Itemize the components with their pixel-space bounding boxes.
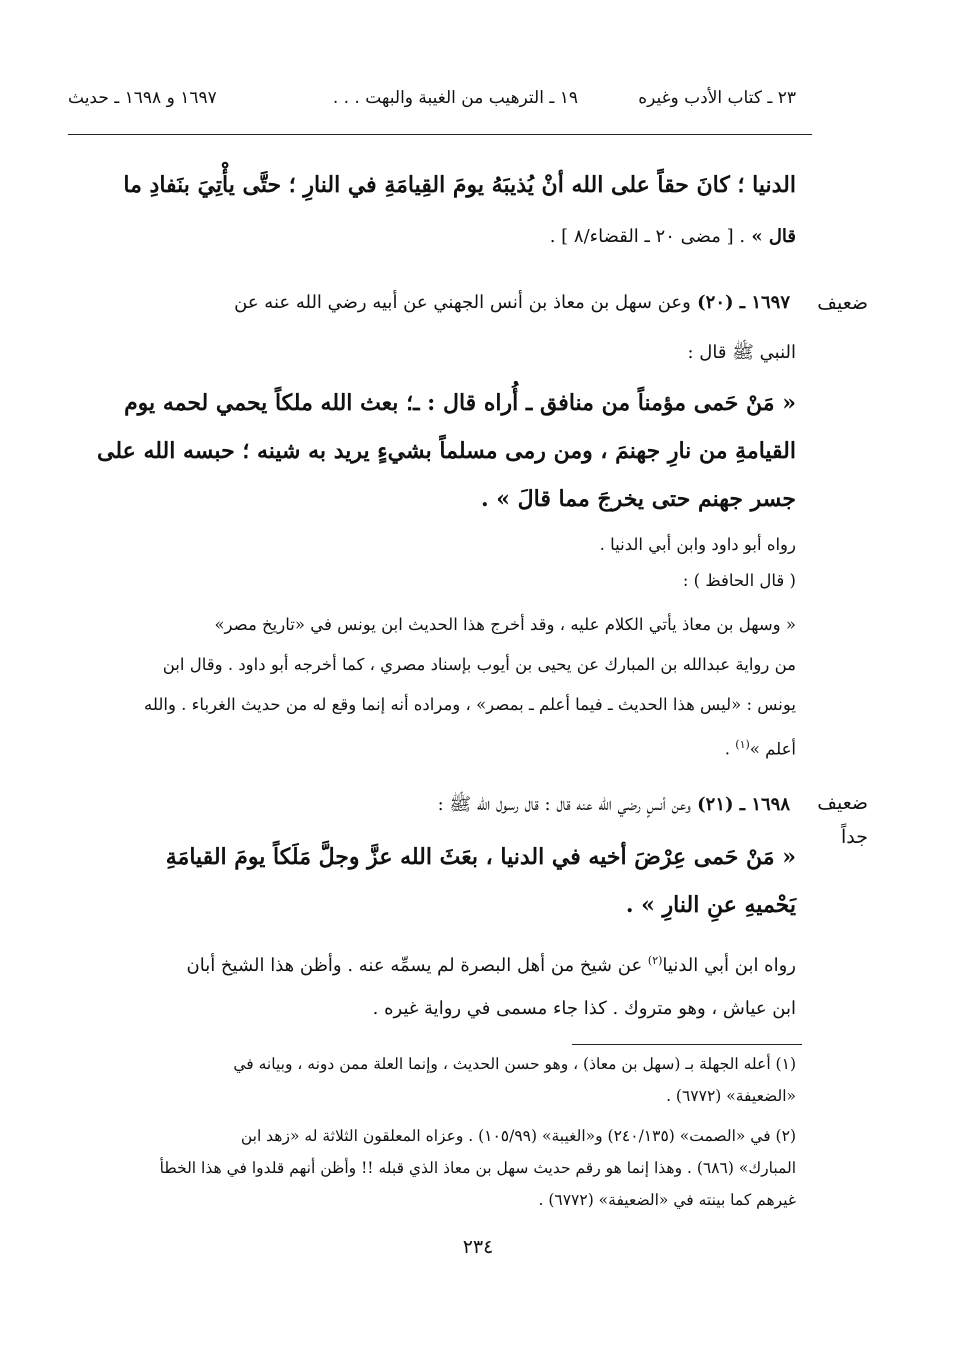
hadith-1697-number: ١٦٩٧ ـ (٢٠) xyxy=(690,292,790,313)
header-chapter: ٢٣ ـ كتاب الأدب وغيره xyxy=(638,88,796,108)
footnote-2-line-1: (٢) في «الصمت» (٢٤٠/١٣٥) و«الغيبة» (١٠٥/٩٩) . وعزاه المعلقون الثلاثة له «زهد ابن xyxy=(240,1127,796,1145)
hadith-1698-comment-line-2: ابن عياش ، وهو متروك . كذا جاء مسمى في رواية غيره . xyxy=(372,998,796,1019)
hadith-1698-isnad: وعن أنسٍ رضي الله عنه قال : قال رسول الله ﷺ : xyxy=(437,794,691,815)
hadith-1697-source: رواه أبو داود وابن أبي الدنيا . xyxy=(599,535,796,554)
hadith-1697-comment-line-2: من رواية عبدالله بن المبارك عن يحيى بن أيوب بإسناد مصري ، كما أخرجه أبو داود . وقال ابن xyxy=(162,655,796,674)
header-section: ١٩ ـ الترهيب من الغيبة والبهت . . . xyxy=(332,88,578,108)
hadith-1697-matn-line-2: القيامةِ من نارِ جهنمَ ، ومن رمى مسلماً بشيءٍ يريد به شينه ؛ حبسه الله على xyxy=(97,438,796,464)
hadith-1697-matn-line-1: « مَنْ حَمى مؤمناً من منافق ـ أُراه قال : ـ؛ بعث الله ملكاً يحمي لحمه يوم xyxy=(124,390,796,416)
hadith-1697-matn-line-3: جسر جهنم حتى يخرجَ مما قالَ » . xyxy=(480,486,796,512)
grade-1698-word-1: ضعيف xyxy=(817,792,868,814)
running-header xyxy=(68,88,796,118)
hadith-1697-comment-line-1: « وسهل بن معاذ يأتي الكلام عليه ، وقد أخرج هذا الحديث ابن يونس في «تاريخ مصر» xyxy=(214,615,796,634)
footnote-1-line-1: (١) أعله الجهلة بـ (سهل بن معاذ) ، وهو حسن الحديث ، وإنما العلة ممن دونه ، وبيانه في xyxy=(233,1055,796,1073)
page-number: ٢٣٤ xyxy=(462,1236,494,1258)
continuation-bold-end: قال » xyxy=(745,226,796,247)
footnote-1-line-2: «الضعيفة» (٦٧٧٢) . xyxy=(666,1087,796,1105)
hadith-1697-hafiz-label: ( قال الحافظ ) : xyxy=(682,571,796,590)
footnote-2-line-3: غيرهم كما بينته في «الضعيفة» (٦٧٧٢) . xyxy=(538,1191,796,1209)
hadith-1697-intro-line-2: النبي ﷺ قال : xyxy=(687,342,796,363)
grade-label-1698 xyxy=(818,786,868,854)
hadith-1697-comment-line-4 xyxy=(70,726,796,768)
continuation-line-2 xyxy=(70,218,796,256)
hadith-1697-comment-period: . xyxy=(724,739,736,759)
hadith-1698-intro xyxy=(150,786,790,824)
continuation-line-1: الدنيا ؛ كانَ حقاً على الله أنْ يُذيبَهُ يومَ القِيامَةِ في النارِ ؛ حتَّى يأْتِيَ بنَفادِ ما xyxy=(123,172,796,198)
hadith-1697-intro-line-1 xyxy=(70,284,790,322)
hadith-1698-number: ١٦٩٨ ـ (٢١) xyxy=(690,794,790,815)
grade-1698-word-2: جداً xyxy=(841,826,868,848)
header-hadith-range: ١٦٩٧ و ١٦٩٨ ـ حديث xyxy=(68,88,217,108)
hadith-1698-matn-line-2: يَحْميهِ عنِ النارِ » . xyxy=(625,892,796,918)
hadith-1698-matn-line-1: « مَنْ حَمى عِرْضَ أخيه في الدنيا ، بعَثَ الله عزَّ وجلَّ مَلَكاً يومَ القيامَةِ xyxy=(165,844,796,870)
footnote-ref-1: (١) xyxy=(735,738,750,751)
grade-label-1697: ضعيف xyxy=(817,292,868,314)
hadith-1697-comment-line-3: يونس : «ليس هذا الحديث ـ فيما أعلم ـ بمصر» ، ومراده أنه إنما وقع له من حديث الغرباء . والله xyxy=(144,695,796,714)
footnote-ref-2: (٢) xyxy=(647,954,663,967)
hadith-1698-comment-line-1 xyxy=(70,942,796,985)
hadith-1698-comment-rest: عن شيخ من أهل البصرة لم يسمِّه عنه . وأظن هذا الشيخ أبان xyxy=(186,955,648,976)
hadith-1697-isnad: وعن سهل بن معاذ بن أنس الجهني عن أبيه رضي الله عنه عن xyxy=(234,292,691,313)
header-rule xyxy=(68,134,812,135)
footnote-rule xyxy=(572,1044,802,1045)
footnote-2-line-2: المبارك» (٦٨٦) . وهذا إنما هو رقم حديث سهل بن معاذ الذي قبله !! وأظن أنهم قلدوا في هذا الخطأ xyxy=(159,1159,796,1177)
continuation-reference: . [ مضى ٢٠ ـ القضاء/٨ ] . xyxy=(549,226,746,247)
hadith-1697-comment-end: أعلم » xyxy=(749,739,796,759)
hadith-1698-comment-start: رواه ابن أبي الدنيا xyxy=(662,955,796,976)
